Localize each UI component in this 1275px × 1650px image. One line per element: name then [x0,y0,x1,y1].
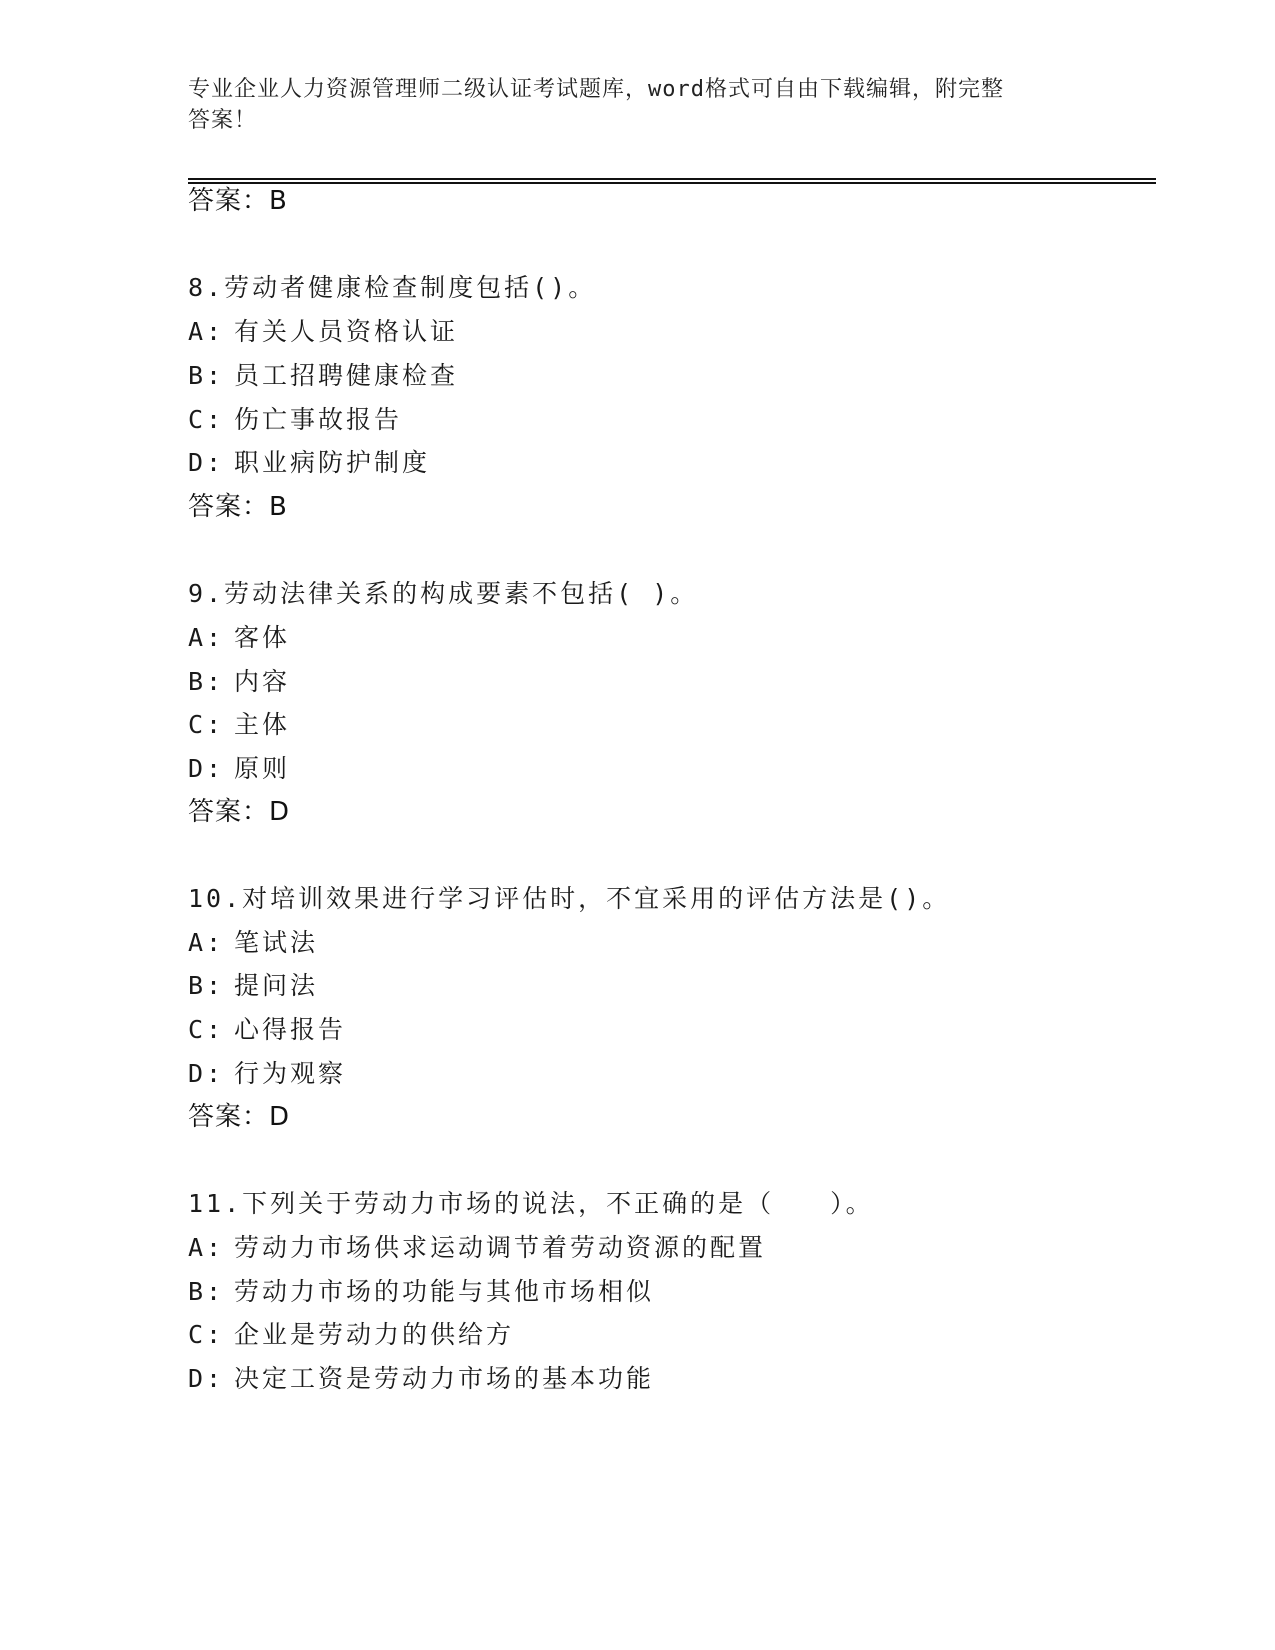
option-letter: D: [188,448,225,477]
option-letter: B: [188,971,225,1000]
header-line-1: 专业企业人力资源管理师二级认证考试题库，word格式可自由下载编辑，附完整 [188,77,1004,102]
option-d [188,1359,654,1399]
previous-answer: 答案：B [188,186,288,216]
option-letter: A: [188,317,225,346]
option-letter: B: [188,667,225,696]
option-text: 劳动力市场的功能与其他市场相似 [234,1277,655,1306]
question-title: 9.劳动法律关系的构成要素不包括( )。 [188,579,699,608]
option-letter: B: [188,1277,225,1306]
option-text: 心得报告 [234,1015,347,1044]
option-c [188,1010,346,1050]
option-a [188,1228,766,1268]
answer: 答案：D [188,797,291,827]
option-text: 伤亡事故报告 [234,405,403,434]
question-title: 10.对培训效果进行学习评估时，不宜采用的评估方法是()。 [188,884,951,913]
option-letter: D: [188,1364,225,1393]
answer: 答案：B [188,492,288,522]
option-letter: D: [188,754,225,783]
option-a [188,312,458,352]
option-b [188,1272,654,1312]
option-b [188,662,290,702]
option-letter: B: [188,361,225,390]
option-c [188,1315,514,1355]
option-text: 有关人员资格认证 [234,317,459,346]
option-text: 主体 [234,710,291,739]
option-text: 笔试法 [234,928,319,957]
option-letter: C: [188,710,225,739]
option-b [188,356,458,396]
option-letter: C: [188,1320,225,1349]
header-line-2: 答案！ [188,108,258,133]
answer: 答案：D [188,1102,291,1132]
document-header [188,74,1088,136]
option-text: 劳动力市场供求运动调节着劳动资源的配置 [234,1233,767,1262]
option-d [188,1054,346,1094]
option-text: 行为观察 [234,1059,347,1088]
option-d [188,749,290,789]
option-text: 员工招聘健康检查 [234,361,459,390]
option-a [188,923,318,963]
option-d [188,443,430,483]
option-c [188,400,402,440]
option-letter: A: [188,1233,225,1262]
option-a [188,618,290,658]
option-text: 企业是劳动力的供给方 [234,1320,515,1349]
option-c [188,705,290,745]
option-b [188,966,318,1006]
option-text: 客体 [234,623,291,652]
option-letter: A: [188,928,225,957]
option-letter: D: [188,1059,225,1088]
option-text: 内容 [234,667,291,696]
option-letter: A: [188,623,225,652]
option-letter: C: [188,1015,225,1044]
question-title: 11.下列关于劳动力市场的说法，不正确的是（ ）。 [188,1189,874,1218]
option-text: 职业病防护制度 [234,448,431,477]
option-text: 提问法 [234,971,319,1000]
option-text: 原则 [234,754,291,783]
header-divider [188,178,1156,184]
question-title: 8.劳动者健康检查制度包括()。 [188,273,597,302]
option-letter: C: [188,405,225,434]
option-text: 决定工资是劳动力市场的基本功能 [234,1364,655,1393]
